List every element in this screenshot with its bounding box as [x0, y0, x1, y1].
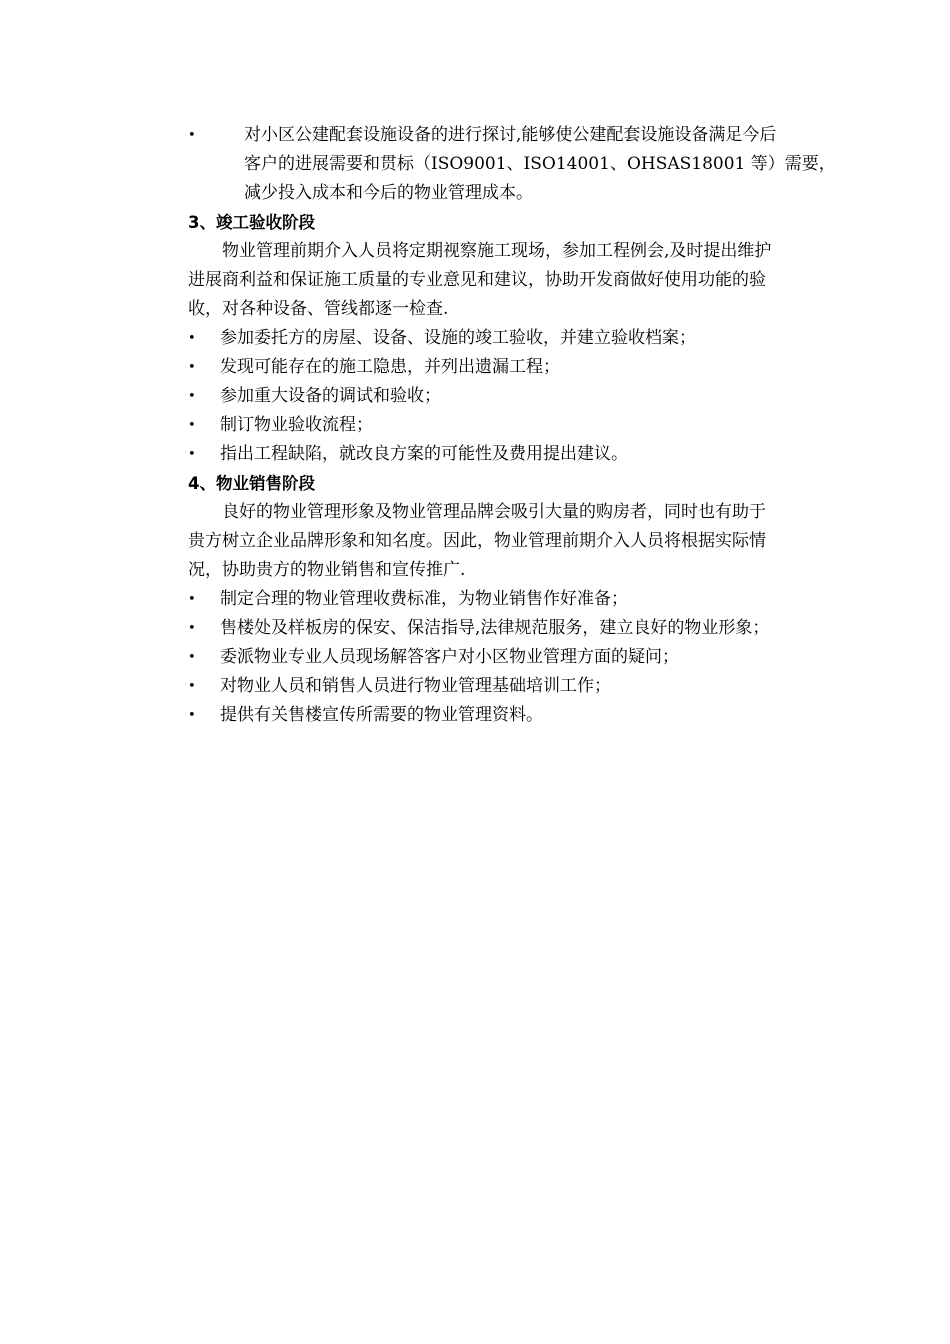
bullet-text: 对物业人员和销售人员进行物业管理基础培训工作；: [220, 676, 611, 696]
bullet-text: 售楼处及样板房的保安、保洁指导,法律规范服务，建立良好的物业形象；: [220, 618, 770, 638]
paragraph-line: 良好的物业管理形象及物业管理品牌会吸引大量的购房者，同时也有助于: [222, 502, 766, 522]
document-body: [188, 121, 852, 730]
paragraph-line: 收，对各种设备、管线都逐一检查.: [188, 299, 449, 319]
section-3-bullet-item: [188, 324, 852, 353]
intro-bullet-item: [188, 121, 852, 208]
section-4-heading: 4、物业销售阶段: [188, 474, 315, 493]
bullet-text: 参加重大设备的调试和验收；: [220, 386, 441, 406]
bullet-text: 发现可能存在的施工隐患，并列出遗漏工程；: [220, 357, 560, 377]
paragraph-line: 贵方树立企业品牌形象和知名度。因此，物业管理前期介入人员将根据实际情: [188, 531, 766, 551]
section-3-bullet-item: [188, 382, 852, 411]
section-3-bullet-item: [188, 353, 852, 382]
section-4-paragraph: [188, 498, 852, 585]
bullet-icon: •: [188, 679, 196, 694]
bullet-icon: •: [188, 592, 196, 607]
bullet-icon: •: [188, 708, 196, 723]
intro-bullet-line: 减少投入成本和今后的物业管理成本。: [244, 183, 533, 203]
section-3-paragraph: [188, 237, 852, 324]
section-3-bullet-item: [188, 440, 852, 469]
section-4-bullet-item: [188, 585, 852, 614]
bullet-text: 指出工程缺陷，就改良方案的可能性及费用提出建议。: [220, 444, 628, 464]
section-4-bullet-item: [188, 614, 852, 643]
section-4-bullet-item: [188, 643, 852, 672]
bullet-text: 制定合理的物业管理收费标准，为物业销售作好准备；: [220, 589, 628, 609]
bullet-icon: •: [188, 389, 196, 404]
paragraph-line: 况，协助贵方的物业销售和宣传推广.: [188, 560, 466, 580]
paragraph-line: 进展商利益和保证施工质量的专业意见和建议，协助开发商做好使用功能的验: [188, 270, 766, 290]
bullet-icon: •: [188, 418, 196, 433]
bullet-text: 参加委托方的房屋、设备、设施的竣工验收，并建立验收档案；: [220, 328, 696, 348]
bullet-icon: •: [188, 331, 196, 346]
intro-bullet-line: 对小区公建配套设施设备的进行探讨,能够使公建配套设施设备满足今后: [244, 125, 777, 145]
bullet-icon: •: [188, 128, 196, 143]
bullet-icon: •: [188, 360, 196, 375]
bullet-icon: •: [188, 621, 196, 636]
bullet-icon: •: [188, 650, 196, 665]
intro-bullet-line: 客户的进展需要和贯标（ISO9001、ISO14001、OHSAS18001 等）需要，: [244, 154, 836, 174]
paragraph-line: 物业管理前期介入人员将定期视察施工现场，参加工程例会,及时提出维护: [222, 241, 772, 261]
bullet-text: 委派物业专业人员现场解答客户对小区物业管理方面的疑问；: [220, 647, 679, 667]
section-3-heading: 3、竣工验收阶段: [188, 213, 315, 232]
section-4-bullet-item: [188, 701, 852, 730]
bullet-icon: •: [188, 447, 196, 462]
section-3-bullet-item: [188, 411, 852, 440]
bullet-text: 制订物业验收流程；: [220, 415, 373, 435]
bullet-text: 提供有关售楼宣传所需要的物业管理资料。: [220, 705, 543, 725]
section-4-bullet-item: [188, 672, 852, 701]
